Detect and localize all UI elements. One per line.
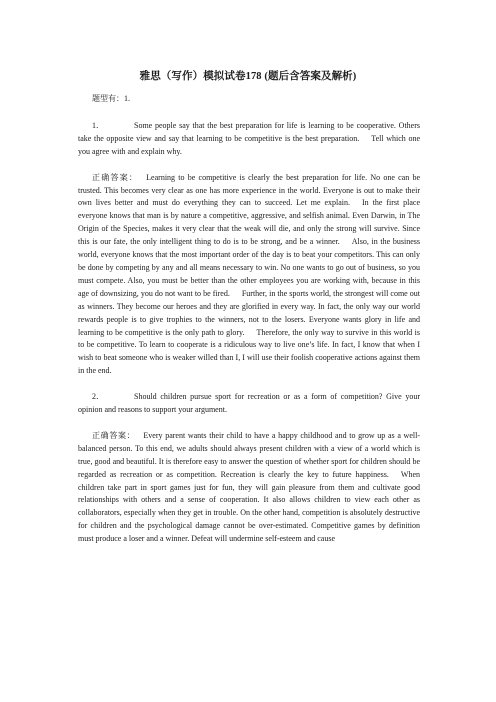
question-1-text-2: Tell which one you agree with and explain why. bbox=[78, 133, 420, 156]
answer-1-part-1: Learning to be competitive is clearly the best preparation for life. No one can be trusted. This becomes very clear as one has more experience in the world. Everyone is out to make their own lives better and must do everything they can to succeed. Let me explain. bbox=[78, 172, 420, 208]
answer-1-part-3: Also, in the business world, everyone knows that the most important order of the day is to beat your competitors. This can only be done by competing by any and all means necessary to win. No one wants to go out of business, so you must compete. Also, you must be better than the other employees you are working with, because in this age of downsizing, you do not want to be fired. bbox=[78, 237, 420, 298]
question-type-value: 1. bbox=[124, 94, 130, 103]
answer-1 bbox=[78, 172, 420, 379]
question-1-number: 1． bbox=[92, 120, 104, 130]
document-title: 雅思（写作）模拟试卷178 (题后含答案及解析) bbox=[139, 71, 357, 82]
question-2-number: 2． bbox=[92, 392, 104, 402]
question-1 bbox=[78, 120, 420, 159]
answer-2 bbox=[78, 430, 420, 546]
answer-1-part-5: Therefore, the only way to survive in this world is to be competitive. To learn to cooperate is a ridiculous way to live one’s life. In fact, I know that when I wish to beat someone who is weaker willed than I, I will use their foolish cooperative actions against them in the end. bbox=[78, 327, 420, 376]
question-2 bbox=[78, 391, 420, 417]
question-2-text: Should children pursue sport for recreation or as a form of competition? Give your opinion and reasons to support your argument. bbox=[78, 392, 420, 415]
document-body bbox=[78, 93, 420, 559]
answer-2-part-1: Every parent wants their child to have a happy childhood and to grow up as a well-balanced person. To this end, we adults should always present children with a view of a world which is true, good and beautiful. It is therefore easy to answer the question of whether sport for children should be regarded as recreation or as competition. Recreation is clearly the key to future happiness. bbox=[78, 430, 420, 479]
answer-1-part-4: Further, in the sports world, the strongest will come out as winners. They become our heroes and they are glorified in every way. In fact, the only way our world rewards people is to give trophies to the winners, not to the losers. Everyone wants glory in life and learning to be competitive is the only path to glory. bbox=[78, 288, 421, 337]
answer-1-part-2: In the first place everyone knows that man is by nature a competitive, aggressive, and selfish animal. Even Darwin, in The Origin of the Species, makes it very clear that the weak will die, and only the strong will survive. Since this is our fate, the only intelligent thing to do is to be strong, and be a winner. bbox=[78, 198, 421, 247]
question-1-text: Some people say that the best preparation for life is learning to be cooperative. Others take the opposite view and say that learning to be competitive is the best preparation. bbox=[78, 120, 420, 143]
answer-2-part-2: When children take part in sport games just for fun, they will gain pleasure from them and cultivate good relationships with others and a sense of cooperation. It also allows children to view each other as collaborators, especially when they get in trouble. On the other hand, competition is absolutely destructive for children and the psychological damage cannot be over-estimated. Competitive games by definition must produce a loser and a winner. Defeat will undermine self-esteem and cause bbox=[78, 469, 420, 544]
question-type-line bbox=[78, 93, 420, 106]
answer-1-label: 正确答案： bbox=[92, 172, 139, 182]
question-type-label: 题型有： bbox=[92, 94, 124, 103]
answer-2-label: 正确答案： bbox=[92, 430, 136, 440]
